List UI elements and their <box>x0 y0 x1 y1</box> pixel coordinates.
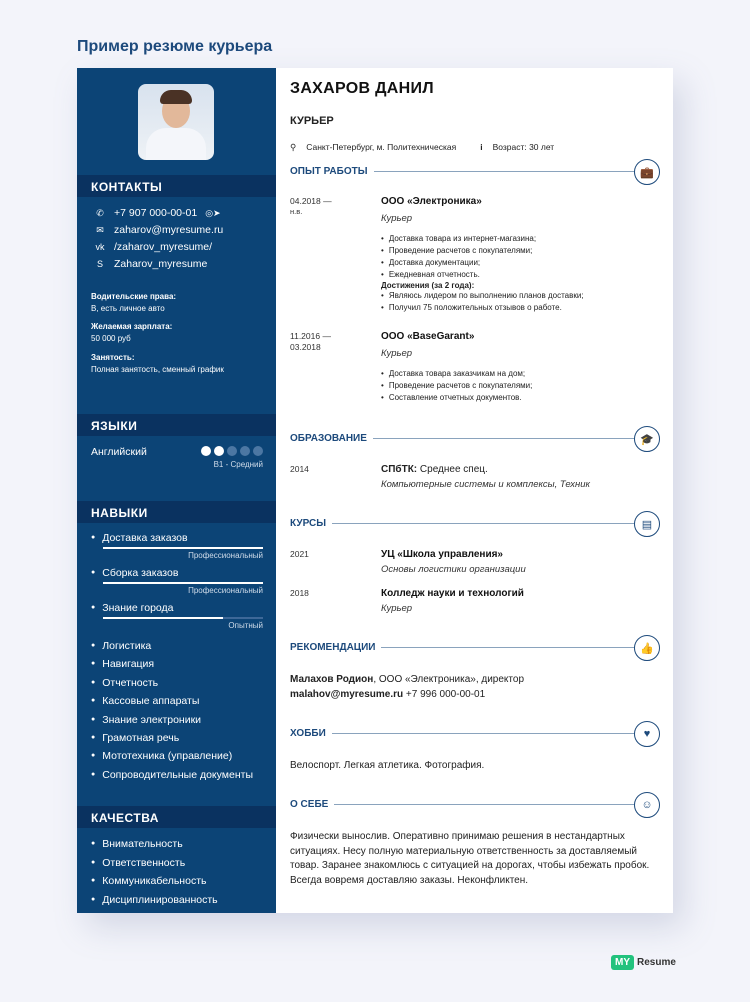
about-text: Физически вынослив. Оперативно принимаю решения в нестандартных ситуациях. Несу полную материальную ответственность за доставляемый товар. Заранее знакомлюсь с ситуацией на дорогах, чтобы избежать пробок. Всегда вовремя доставляю заказы. Неконфликтен. <box>290 831 650 886</box>
whatsapp-telegram-icon: ◎➤ <box>205 207 221 218</box>
contacts-heading: КОНТАКТЫ <box>77 175 276 197</box>
course-desc: Основы логистики организации <box>381 564 526 575</box>
skill-level: Опытный <box>228 621 263 630</box>
license-info <box>91 292 176 313</box>
skill-item: ● Грамотная речь <box>91 729 263 747</box>
section-title: О СЕБЕ <box>290 799 334 810</box>
skill-level: Профессиональный <box>188 551 263 560</box>
profile-photo <box>138 84 214 160</box>
skill-item: ● Навигация <box>91 655 263 673</box>
course-desc: Курьер <box>381 603 413 614</box>
achievements-list <box>381 290 661 314</box>
location-text: Санкт-Петербург, м. Политехническая <box>306 142 457 152</box>
skill-item <box>91 567 263 602</box>
experience-dates <box>290 196 370 217</box>
contact-phone <box>94 207 221 219</box>
quality-item: ● Внимательность <box>91 835 263 854</box>
rated-skills <box>91 532 263 637</box>
employment-value: Полная занятость, сменный график <box>91 365 224 374</box>
recommender-phone: +7 996 000-00-01 <box>403 688 486 700</box>
skill-item: ● Сопроводительные документы <box>91 766 263 784</box>
language-level-dots <box>198 446 263 459</box>
page-title: Пример резюме курьера <box>77 38 273 55</box>
duty-item: • Доставка документации; <box>381 257 661 269</box>
duty-item: • Проведение расчетов с покупателями; <box>381 380 661 392</box>
heart-icon: ♥ <box>634 721 660 747</box>
quality-item: ● Дисциплинированность <box>91 891 263 910</box>
achievements-label: Достижения (за 2 года): <box>381 281 475 290</box>
recommender-email[interactable]: malahov@myresume.ru <box>290 688 404 700</box>
date-end: 03.2018 <box>290 342 321 353</box>
education-year: 2014 <box>290 464 309 474</box>
candidate-position: КУРЬЕР <box>290 115 334 127</box>
duty-item: • Составление отчетных документов. <box>381 392 661 404</box>
skill-bar <box>103 547 263 549</box>
section-title: ОБРАЗОВАНИЕ <box>290 433 373 444</box>
employment-label: Занятость: <box>91 353 135 362</box>
resume-sheet <box>77 68 673 913</box>
skill-item <box>91 532 263 567</box>
skill-item <box>91 602 263 637</box>
achievement-item: • Являюсь лидером по выполнению планов доставки; <box>381 290 661 302</box>
achievement-item: • Получил 75 положительных отзывов о работе. <box>381 302 661 314</box>
graduation-cap-icon: 🎓 <box>634 426 660 452</box>
contact-skype <box>94 258 207 270</box>
recommender-org: , ООО «Электроника», директор <box>373 674 525 685</box>
course-name: УЦ «Школа управления» <box>381 549 503 560</box>
about-section-header <box>290 792 660 818</box>
company-name: ООО «BaseGarant» <box>381 331 475 342</box>
vk-text[interactable]: /zaharov_myresume/ <box>114 241 213 253</box>
license-value: B, есть личное авто <box>91 304 165 313</box>
salary-value: 50 000 руб <box>91 334 131 343</box>
duty-item: • Доставка товара из интернет-магазина; <box>381 233 661 245</box>
job-role: Курьер <box>381 213 413 224</box>
language-name: Английский <box>91 446 147 458</box>
duty-item: • Доставка товара заказчикам на дом; <box>381 368 661 380</box>
language-item <box>91 446 263 469</box>
date-start: 04.2018 — <box>290 196 332 206</box>
section-title: РЕКОМЕНДАЦИИ <box>290 642 381 653</box>
section-title: ХОББИ <box>290 728 332 739</box>
logo-my: MY <box>611 955 634 970</box>
skill-name: ● Доставка заказов <box>91 532 263 544</box>
candidate-meta <box>290 142 554 153</box>
course-name: Колледж науки и технологий <box>381 588 524 599</box>
school-name: СПбТК: <box>381 464 418 475</box>
language-level: B1 - Средний <box>213 460 263 469</box>
skype-text: Zaharov_myresume <box>114 258 208 270</box>
duties-list <box>381 233 661 281</box>
experience-dates <box>290 331 370 353</box>
hobby-text: Велоспорт. Легкая атлетика. Фотография. <box>290 760 485 771</box>
job-role: Курьер <box>381 348 413 359</box>
qualities-list <box>91 835 263 909</box>
skill-item: ● Знание электроники <box>91 711 263 729</box>
skills-list <box>91 637 263 784</box>
section-title: КУРСЫ <box>290 518 332 529</box>
skype-icon: S <box>96 259 103 269</box>
document-icon: ▤ <box>634 511 660 537</box>
languages-heading: ЯЗЫКИ <box>77 414 276 436</box>
salary-label: Желаемая зарплата: <box>91 322 173 331</box>
experience-section-header <box>290 159 660 185</box>
duties-list <box>381 368 661 404</box>
location-pin-icon: ⚲ <box>290 142 297 152</box>
employment-info <box>91 353 224 374</box>
hobby-section-header <box>290 721 660 747</box>
company-name: ООО «Электроника» <box>381 196 482 207</box>
skill-bar <box>103 582 263 584</box>
quality-item: ● Ответственность <box>91 854 263 873</box>
specialty: Компьютерные системы и комплексы, Техник <box>381 479 590 490</box>
recommendations-section-header <box>290 635 660 661</box>
date-end: н.в. <box>290 207 303 217</box>
phone-icon: ✆ <box>96 207 104 218</box>
duty-item: • Ежедневная отчетность. <box>381 269 661 281</box>
skill-level: Профессиональный <box>188 586 263 595</box>
myresume-logo <box>611 955 676 970</box>
skill-name: ● Сборка заказов <box>91 567 263 579</box>
date-start: 11.2016 — <box>290 331 331 341</box>
briefcase-icon: 💼 <box>634 159 660 185</box>
thumbs-up-icon: 👍 <box>634 635 660 661</box>
skill-item: ● Кассовые аппараты <box>91 692 263 710</box>
logo-resume: Resume <box>637 957 676 968</box>
skill-item: ● Отчетность <box>91 674 263 692</box>
education-section-header <box>290 426 660 452</box>
phone-text: +7 907 000-00-01 <box>114 207 198 219</box>
skill-item: ● Логистика <box>91 637 263 655</box>
qualities-heading: КАЧЕСТВА <box>77 806 276 828</box>
skills-heading: НАВЫКИ <box>77 501 276 523</box>
email-text[interactable]: zaharov@myresume.ru <box>114 224 224 236</box>
duty-item: • Проведение расчетов с покупателями; <box>381 245 661 257</box>
recommendation <box>290 673 660 702</box>
contact-vk <box>94 241 212 253</box>
skill-name: ● Знание города <box>91 602 263 614</box>
license-label: Водительские права: <box>91 292 177 301</box>
degree: Среднее спец. <box>419 464 488 475</box>
candidate-name: ЗАХАРОВ ДАНИЛ <box>290 80 434 97</box>
sidebar <box>77 68 276 913</box>
courses-section-header <box>290 511 660 537</box>
salary-info <box>91 322 172 343</box>
mail-icon: ✉ <box>96 224 104 235</box>
contact-email <box>94 224 223 236</box>
course-year: 2018 <box>290 588 309 598</box>
skill-item: ● Мототехника (управление) <box>91 747 263 765</box>
user-icon: ☺ <box>634 792 660 818</box>
course-year: 2021 <box>290 549 309 559</box>
section-title: ОПЫТ РАБОТЫ <box>290 166 374 177</box>
vk-icon: vk <box>95 242 105 252</box>
age-text: Возраст: 30 лет <box>492 142 555 152</box>
recommender-name: Малахов Родион <box>290 674 374 685</box>
quality-item: ● Коммуникабельность <box>91 872 263 891</box>
skill-bar <box>103 617 263 619</box>
info-icon: i <box>480 142 483 152</box>
